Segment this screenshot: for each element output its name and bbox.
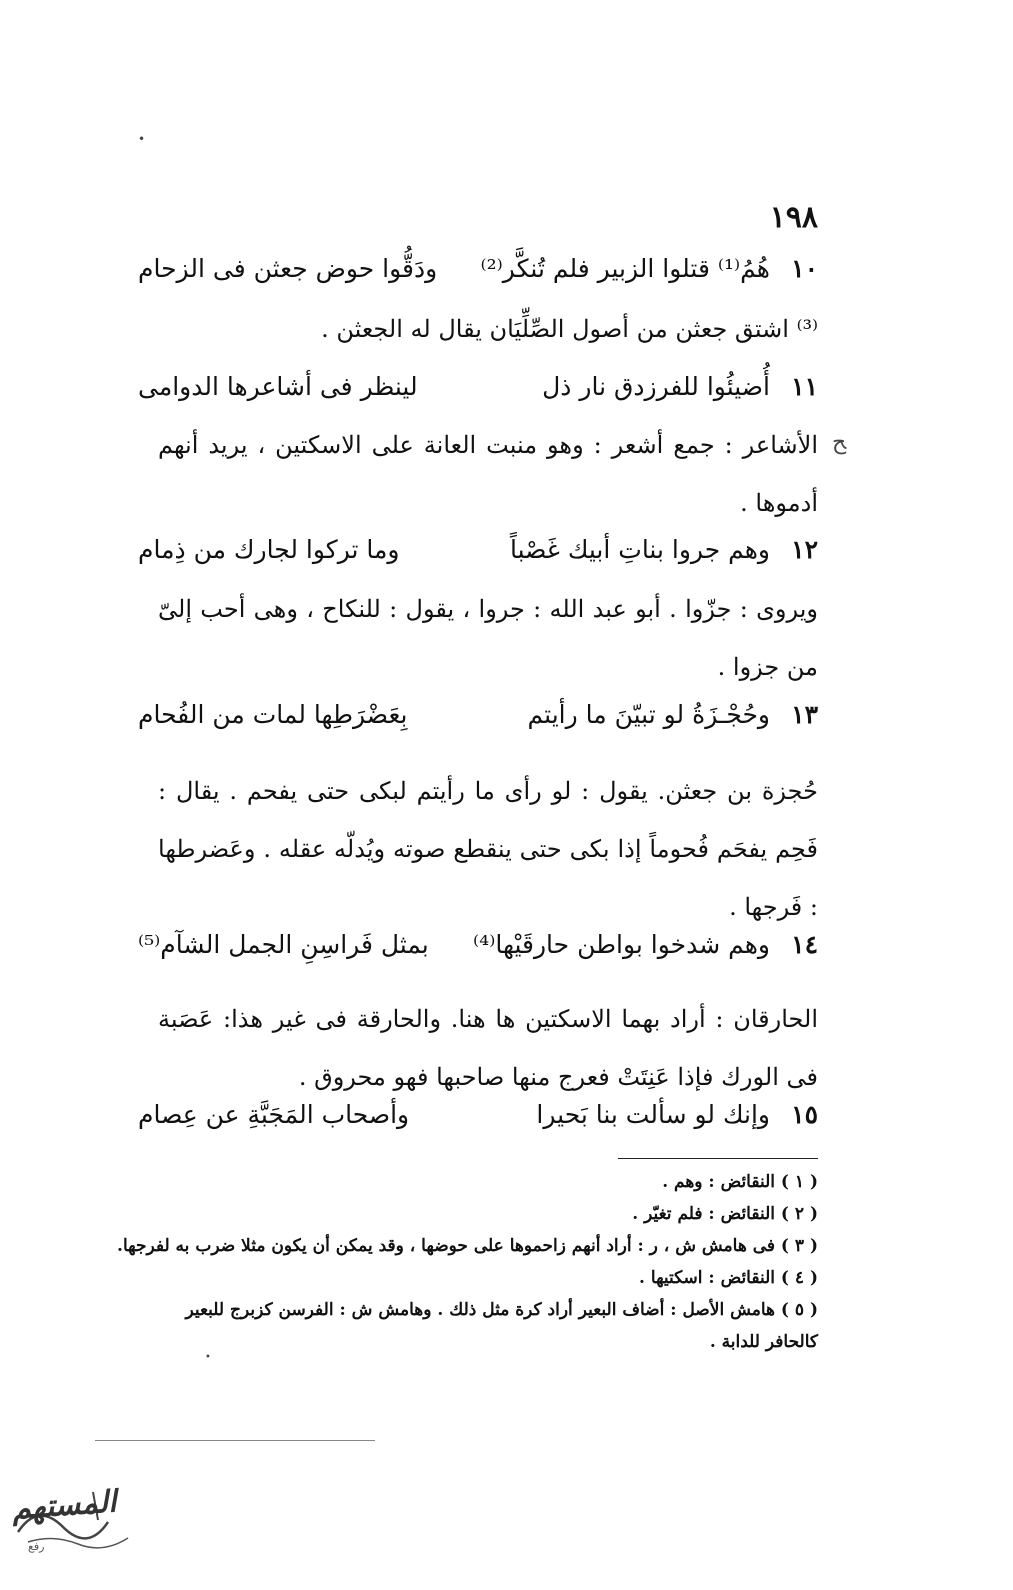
- verse-number: ١١: [791, 372, 818, 401]
- verse-second-hemistich: ودَقُّوا حوض جعثن فى الزحام: [138, 254, 438, 283]
- verse-13: [138, 700, 818, 730]
- verse-number: ١٠: [791, 254, 818, 283]
- bottom-divider: [95, 1440, 375, 1441]
- verse-number: ١٥: [791, 1100, 818, 1129]
- stamp-text: المستهم: [10, 1484, 118, 1527]
- verse-second-hemistich: وأصحاب المَجَبَّةِ عن عِصام: [138, 1100, 410, 1129]
- verse-first-hemistich: أُضيئُوا للفرزدق نار ذل: [542, 372, 770, 401]
- footnote-5-continuation: كالحافر للدابة .: [709, 1332, 818, 1352]
- verse-second-hemistich: بِعَضْرَطِها لمات من الفُحام: [138, 700, 408, 729]
- verse-number: ١٢: [791, 535, 818, 564]
- margin-dot-icon: •: [205, 1352, 211, 1363]
- verse-15: [138, 1100, 818, 1130]
- verse-first-hemistich: وهم جروا بناتِ أبيك غَصْباً: [509, 535, 770, 564]
- verse-14: [138, 930, 818, 960]
- footnote-divider: [618, 1158, 818, 1159]
- stamp-subtext: رفع: [28, 1540, 45, 1553]
- footnote-3: ( ٣ ) فى هامش ش ، ر : أراد أنهم زاحموها على حوضها ، وقد يمكن أن يكون مثلا ضرب به لفرجها.: [117, 1236, 818, 1256]
- verse-first-hemistich: وإنك لو سألت بنا بَحيرا: [536, 1100, 770, 1129]
- verse-number: ١٤: [791, 930, 818, 959]
- footnote-2: ( ٢ ) النقائض : فلم تغيّر .: [632, 1204, 818, 1224]
- margin-scribble-icon: ﺢ: [832, 430, 847, 455]
- footnote-4: ( ٤ ) النقائض : اسكتيها .: [639, 1268, 818, 1288]
- verse-number: ١٣: [791, 700, 818, 729]
- verse-second-hemistich: بمثل فَراسِنِ الجمل الشآم⁽⁵⁾: [138, 930, 429, 959]
- commentary-13: حُجزة بن جعثن. يقول : لو رأى ما رأيتم لبكى حتى يفحم . يقال : فَحِم يفحَم فُحوماً إذا بكى حتى ينقطع صوته ويُدلّه عقله . وعَضرطها : فَرجها .: [158, 777, 818, 921]
- verse-first-hemistich: هُمُ⁽¹⁾ قتلوا الزبير فلم تُنكَّر⁽²⁾: [480, 254, 770, 283]
- verse-second-hemistich: وما تركوا لجارك من ذِمام: [138, 535, 400, 564]
- commentary-11: الأشاعر : جمع أشعر : وهو منبت العانة على الاسكتين ، يريد أنهم أدموها .: [158, 431, 818, 517]
- commentary-14: الحارقان : أراد بهما الاسكتين ها هنا. والحارقة فى غير هذا: عَصَبة فى الورك فإذا عَنِتَتْ فعرج منها صاحبها فهو محروق .: [158, 1005, 818, 1091]
- footnote-5: ( ٥ ) هامش الأصل : أضاف البعير أراد كرة مثل ذلك . وهامش ش : الفرسن كزبرج للبعير: [185, 1300, 818, 1320]
- page-number: ١٩٨: [769, 200, 818, 235]
- verse-first-hemistich: وهم شدخوا بواطن حارقَيْها⁽⁴⁾: [473, 930, 770, 959]
- verse-10: [138, 254, 818, 284]
- footnotes: [117, 1166, 818, 1358]
- verse-second-hemistich: لينظر فى أشاعرها الدوامى: [138, 372, 418, 401]
- footnote-1: ( ١ ) النقائض : وهم .: [662, 1172, 818, 1192]
- verse-first-hemistich: وحُجْـزَةُ لو تبيّنَ ما رأيتم: [527, 700, 770, 729]
- margin-dot-icon: •: [138, 132, 146, 146]
- commentary-12: ويروى : جزّوا . أبو عبد الله : جروا ، يقول : للنكاح ، وهى أحب إلىّ من جزوا .: [158, 595, 818, 681]
- verse-11: [138, 372, 818, 402]
- commentary-10: ⁽³⁾ اشتق جعثن من أصول الصِّلِّيَان يقال له الجعثن .: [321, 315, 818, 343]
- verse-12: [138, 535, 818, 565]
